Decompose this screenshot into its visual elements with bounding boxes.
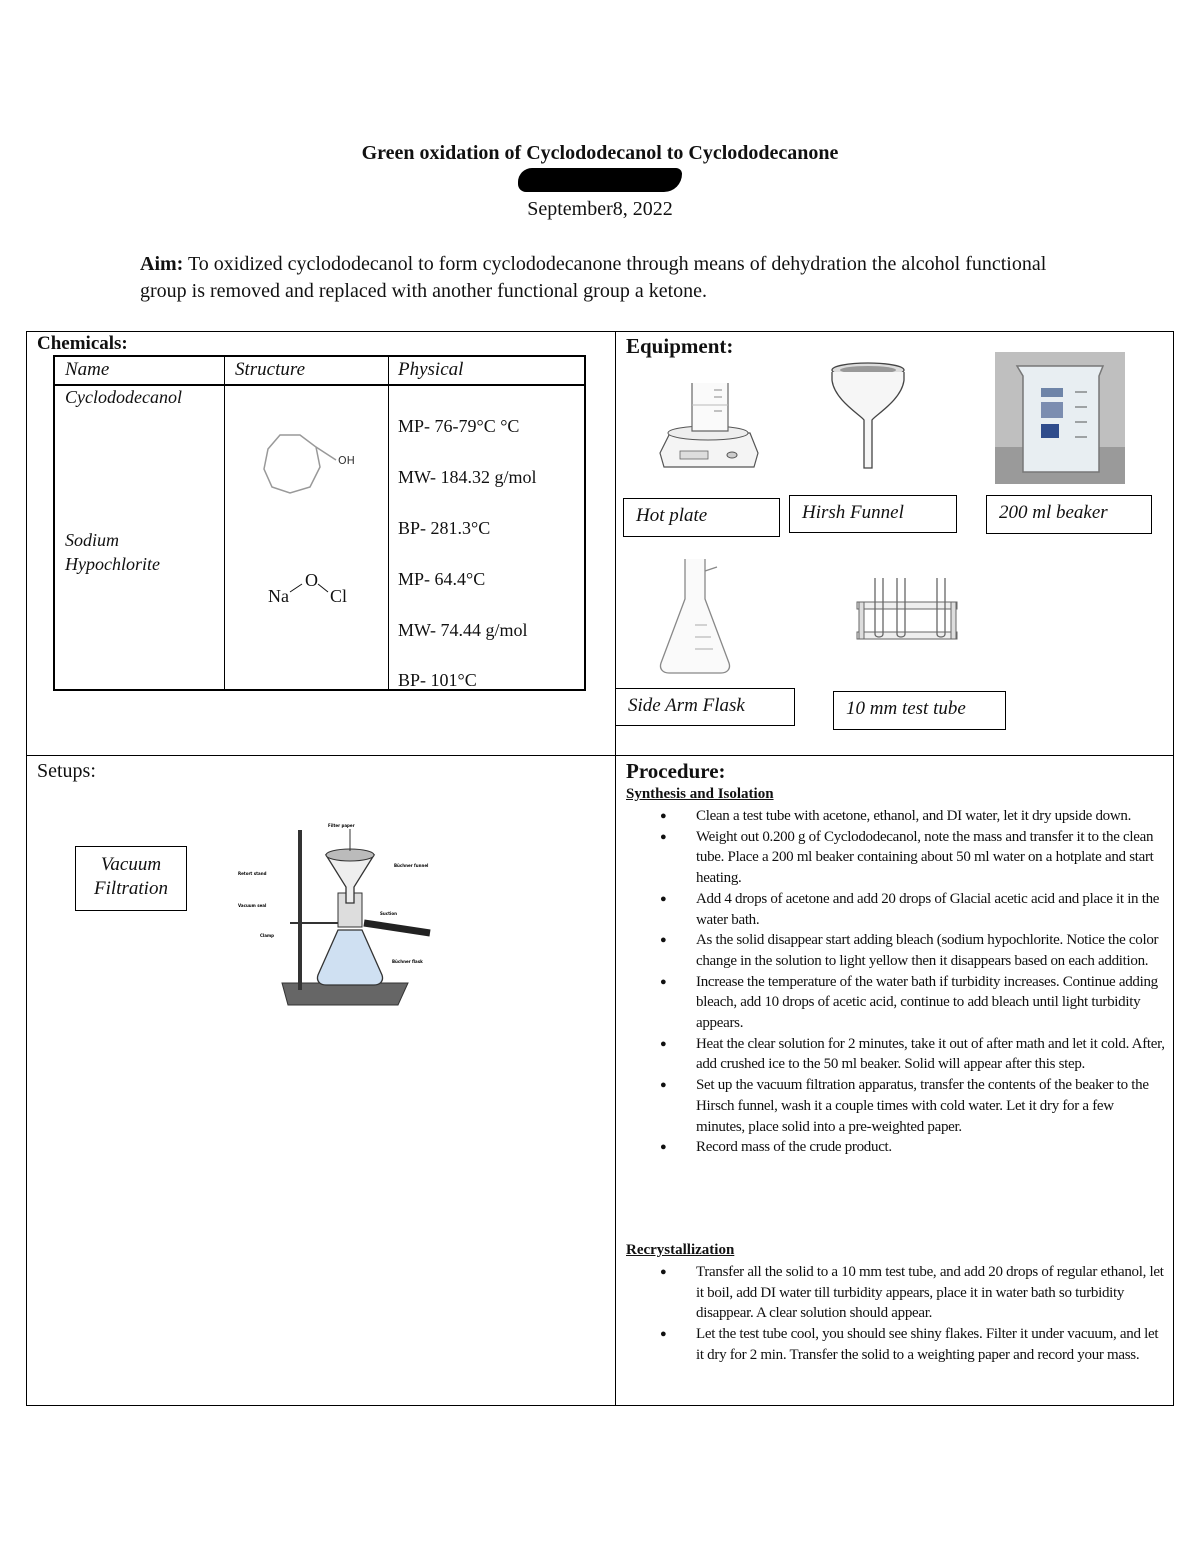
property-value: MP- 76-79°C °C <box>398 416 520 436</box>
property-value: BP- 281.3°C <box>398 518 491 538</box>
procedure-heading: Procedure: <box>626 759 726 783</box>
column-header-structure: Structure <box>235 359 306 380</box>
synthesis-subheading: Synthesis and Isolation <box>626 786 774 802</box>
equipment-heading: Equipment: <box>626 334 734 358</box>
structure-oh-label: OH <box>338 454 355 467</box>
equipment-label-hot-plate: Hot plate <box>623 498 780 537</box>
svg-text:Cl: Cl <box>330 586 348 606</box>
equipment-label-side-arm-flask: Side Arm Flask <box>615 688 795 726</box>
svg-text:Vacuum seal: Vacuum seal <box>238 903 267 908</box>
table-divider <box>224 357 225 689</box>
svg-text:Retort stand: Retort stand <box>238 871 267 876</box>
list-item: ● Heat the clear solution for 2 minutes, take it out of after math and let it cold. After, add crushed ice to the 50 ml beaker. Solid will appear after this step. <box>660 1034 1165 1075</box>
list-item: ● Transfer all the solid to a 10 mm test tube, and add 20 drops of regular ethanol, let it boil, add DI water till turbidity appears, place it in water bath so turbidity disappear. A clear solution should appear. <box>660 1262 1165 1324</box>
compound-name: Sodium Hypochlorite <box>65 530 160 574</box>
aim-paragraph <box>140 251 1080 305</box>
test-tube-rack-image <box>855 574 960 644</box>
setups-heading: Setups: <box>37 760 96 782</box>
label-line-2: Filtration <box>94 878 168 899</box>
recrystallization-step-list <box>660 1262 1165 1366</box>
label-line-1: Vacuum <box>100 854 162 875</box>
list-item: ● As the solid disappear start adding bleach (sodium hypochlorite. Notice the color change in the solution to light yellow then it disappears based on each addition. <box>660 930 1165 971</box>
svg-text:Büchner funnel: Büchner funnel <box>394 863 429 868</box>
equipment-label-beaker: 200 ml beaker <box>986 495 1152 534</box>
vacuum-filtration-label <box>75 846 187 911</box>
compound-name: Cyclododecanol <box>65 387 182 407</box>
hot-plate-image <box>650 375 765 480</box>
aim-text: To oxidized cyclododecanol to form cyclododecanone through means of dehydration the alcohol functional group is removed and replaced with another functional group a ketone. <box>140 253 1047 302</box>
cyclododecanol-structure <box>260 427 370 502</box>
property-value: MP- 64.4°C <box>398 569 486 589</box>
svg-text:Filter paper: Filter paper <box>328 823 355 828</box>
column-header-name: Name <box>65 359 110 380</box>
side-arm-flask-image <box>655 555 735 677</box>
sodium-hypochlorite-structure <box>260 562 370 607</box>
vacuum-filtration-diagram <box>230 815 440 1010</box>
list-item: ● Increase the temperature of the water bath if turbidity increases. Continue adding bleach, add 10 drops of acetic acid, continue to add bleach until light turbidity appears. <box>660 972 1165 1034</box>
column-header-physical: Physical <box>398 359 464 380</box>
svg-text:O: O <box>305 570 318 590</box>
beaker-image <box>995 352 1125 484</box>
synthesis-step-list <box>660 806 1165 1158</box>
table-divider <box>388 357 389 689</box>
hirsh-funnel-image <box>828 360 908 472</box>
property-value: BP- 101°C <box>398 670 477 690</box>
redacted-author <box>518 168 682 192</box>
list-item: ● Let the test tube cool, you should see shiny flakes. Filter it under vacuum, and let it dry for 2 min. Transfer the solid to a weighting paper and record your mass. <box>660 1324 1165 1365</box>
page-title: Green oxidation of Cyclododecanol to Cyclododecanone <box>361 142 839 164</box>
property-value: MW- 184.32 g/mol <box>398 467 537 487</box>
list-item: ● Weight out 0.200 g of Cyclododecanol, note the mass and transfer it to the clean tube. Place a 200 ml beaker containing about 50 ml water on a hotplate and start heating. <box>660 827 1165 889</box>
aim-label: Aim: <box>140 253 184 275</box>
equipment-label-test-tube: 10 mm test tube <box>833 691 1006 730</box>
svg-text:Suction: Suction <box>380 911 397 916</box>
list-item: ● Clean a test tube with acetone, ethanol, and DI water, let it dry upside down. <box>660 806 1165 827</box>
list-item: ● Set up the vacuum filtration apparatus, transfer the contents of the beaker to the Hirsch funnel, wash it a couple times with cold water. Let it dry for a few minutes, place solid into a pre-weighted paper. <box>660 1075 1165 1137</box>
recrystallization-subheading: Recrystallization <box>626 1242 735 1258</box>
svg-text:Büchner flask: Büchner flask <box>392 959 423 964</box>
chemicals-heading: Chemicals: <box>37 333 128 354</box>
chemicals-table <box>53 355 586 691</box>
svg-text:Na: Na <box>268 586 289 606</box>
property-value: MW- 74.44 g/mol <box>398 620 528 640</box>
equipment-label-hirsh-funnel: Hirsh Funnel <box>789 495 957 533</box>
svg-text:Clamp: Clamp <box>260 933 275 938</box>
list-item: ● Record mass of the crude product. <box>660 1137 1165 1158</box>
table-header-rule <box>55 384 584 386</box>
list-item: ● Add 4 drops of acetone and add 20 drops of Glacial acetic acid and place it in the water bath. <box>660 889 1165 930</box>
date: September8, 2022 <box>527 198 673 220</box>
